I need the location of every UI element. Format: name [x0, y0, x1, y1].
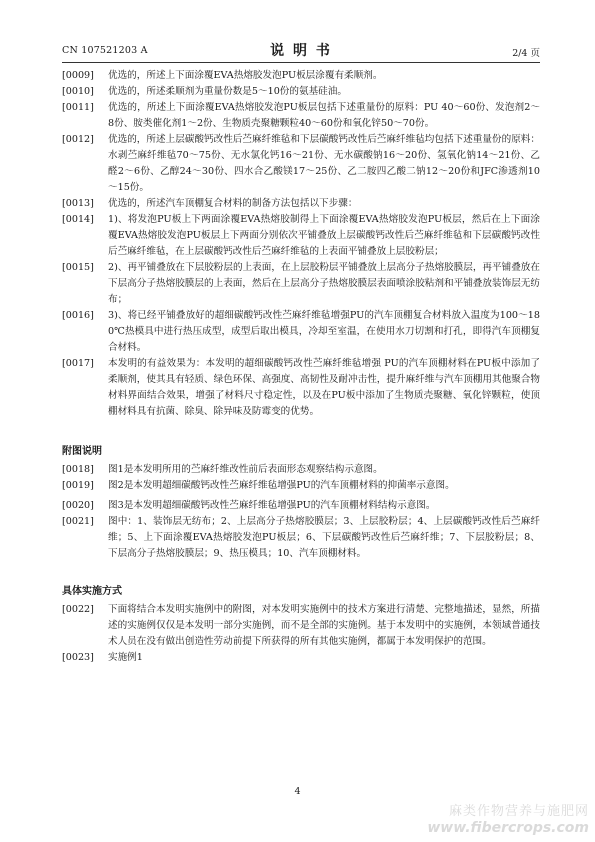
watermark-site-name: 麻类作物营养与施肥网: [448, 804, 589, 819]
page-number: 4: [294, 786, 301, 797]
page-count: 2/4 页: [512, 48, 540, 59]
page-header: [62, 40, 540, 62]
section-heading-embodiment: 具体实施方式: [62, 586, 122, 597]
paragraph-0012: [62, 132, 540, 196]
paragraph-number: [0011]: [62, 102, 94, 113]
paragraph-number: [0015]: [62, 262, 94, 273]
paragraph-text: 图中：1、装饰层无纺布；2、上层高分子热熔胶膜层；3、上层胶粉层；4、上层碳酸钙改性后苎麻纤维；5、上下面涂覆EVA热熔胶发泡PU板层；6、下层碳酸钙改性后苎麻纤维；7、下层胶粉层；8、下层高分子热熔胶膜层；9、热压模具；10、汽车顶棚材料。: [108, 516, 540, 559]
paragraph-text: 优选的，所述上下面涂覆EVA热熔胶发泡PU板层包括下述重量份的原料：PU 40～60份、发泡剂2～8份、胺类催化剂1～2份、生物质壳聚糖颗粒40～60份和氧化锌50～70份。: [108, 102, 540, 129]
paragraph-0014: [62, 212, 540, 260]
paragraph-text: 优选的，所述柔顺剂为重量份数是5～10份的氨基硅油。: [108, 86, 347, 97]
paragraph-text: 图3是本发明超细碳酸钙改性苎麻纤维毡增强PU的汽车顶棚材料结构示意图。: [108, 500, 436, 511]
watermark-url: www.fibercrops.com: [427, 820, 589, 836]
paragraph-0022: [62, 602, 540, 650]
paragraph-text: 下面将结合本发明实施例中的附图，对本发明实施例中的技术方案进行清楚、完整地描述，显然，所描述的实施例仅仅是本发明一部分实施例，而不是全部的实施例。基于本发明中的实施例，本领域普通技术人员在没有做出创造性劳动前提下所获得的所有其他实施例，都属于本发明保护的范围。: [108, 604, 540, 647]
paragraph-0013: [62, 196, 540, 212]
paragraph-text: 优选的，所述上下面涂覆EVA热熔胶发泡PU板层涂覆有柔顺剂。: [108, 70, 383, 81]
paragraph-0016: [62, 308, 540, 356]
paragraph-0010: [62, 84, 540, 100]
paragraph-0020: [62, 498, 540, 514]
paragraph-text: 优选的，所述上层碳酸钙改性后苎麻纤维毡和下层碳酸钙改性后苎麻纤维毡均包括下述重量份的原料：水剥苎麻纤维毡70～75份、无水氯化钙16～21份、无水碳酸钠16～20份、氢氧化钠14～21份、乙醛2～6份、乙醇24～30份、四水合乙酸镁17～25份、乙二胺四乙酸二钠12～20份和JFC渗透剂10～15份。: [108, 134, 540, 193]
header-divider: [62, 62, 540, 63]
paragraph-text: 实施例1: [108, 652, 143, 663]
paragraph-text: 图1是本发明所用的苎麻纤维改性前后表面形态观察结构示意图。: [108, 464, 383, 475]
paragraph-number: [0010]: [62, 86, 94, 97]
paragraph-text: 2)、再平铺叠放在下层胶粉层的上表面，在上层胶粉层平铺叠放上层高分子热熔胶膜层，再平铺叠放在下层高分子热熔胶膜层的上表面，然后在上层高分子热熔胶膜层表面喷涂胶粘剂和平铺叠放装饰层无纺布；: [108, 262, 540, 305]
paragraph-0023: [62, 650, 540, 666]
paragraph-0021: [62, 514, 540, 562]
paragraph-number: [0013]: [62, 198, 94, 209]
paragraph-number: [0012]: [62, 134, 94, 145]
paragraph-text: 1)、将发泡PU板上下两面涂覆EVA热熔胶制得上下面涂覆EVA热熔胶发泡PU板层，然后在上下面涂覆EVA热熔胶发泡PU板层上下两面分别依次平铺叠放上层碳酸钙改性后苎麻纤维毡和下层碳酸钙改性后苎麻纤维毡，在上层碳酸钙改性后苎麻纤维毡的上表面平铺叠放上层胶粉层；: [108, 214, 540, 257]
document-title: 说 明 书: [270, 43, 332, 59]
paragraph-number: [0018]: [62, 464, 94, 475]
paragraph-0018: [62, 462, 540, 478]
paragraph-0017: [62, 356, 540, 420]
paragraph-number: [0017]: [62, 358, 94, 369]
paragraph-0009: [62, 68, 540, 84]
paragraph-number: [0014]: [62, 214, 94, 225]
paragraph-0011: [62, 100, 540, 132]
paragraph-text: 3)、将已经平铺叠放好的超细碳酸钙改性苎麻纤维毡增强PU的汽车顶棚复合材料放入温度为100～180℃热模具中进行热压成型，成型后取出模具，冷却至室温，在使用水刀切割和打孔，即得汽车顶棚复合材料。: [108, 310, 540, 353]
paragraph-number: [0016]: [62, 310, 94, 321]
paragraph-text: 图2是本发明超细碳酸钙改性苎麻纤维毡增强PU的汽车顶棚材料的抑菌率示意图。: [108, 480, 455, 491]
paragraph-text: 优选的，所述汽车顶棚复合材料的制备方法包括以下步骤：: [108, 198, 358, 209]
paragraph-number: [0022]: [62, 604, 94, 615]
paragraph-0019: [62, 478, 540, 494]
section-heading-figures: 附图说明: [62, 446, 102, 457]
paragraph-number: [0020]: [62, 500, 94, 511]
paragraph-number: [0021]: [62, 516, 94, 527]
patent-number: CN 107521203 A: [62, 45, 148, 56]
document-body: [62, 68, 540, 666]
paragraph-number: [0009]: [62, 70, 94, 81]
paragraph-number: [0023]: [62, 652, 94, 663]
site-watermark: [427, 804, 589, 836]
paragraph-text: 本发明的有益效果为：本发明的超细碳酸钙改性苎麻纤维毡增强 PU的汽车顶棚材料在PU板中添加了柔顺剂，使其具有轻质、绿色环保、高强度、高韧性及耐冲击性，提升麻纤维与汽车顶棚用其他聚合物材料界面结合效果，增强了材料尺寸稳定性，以及在PU板中添加了生物质壳聚糖、氧化锌颗粒，使顶棚材料具有抗菌、除臭、除异味及防霉变的优势。: [108, 358, 540, 417]
paragraph-number: [0019]: [62, 480, 94, 491]
paragraph-0015: [62, 260, 540, 308]
